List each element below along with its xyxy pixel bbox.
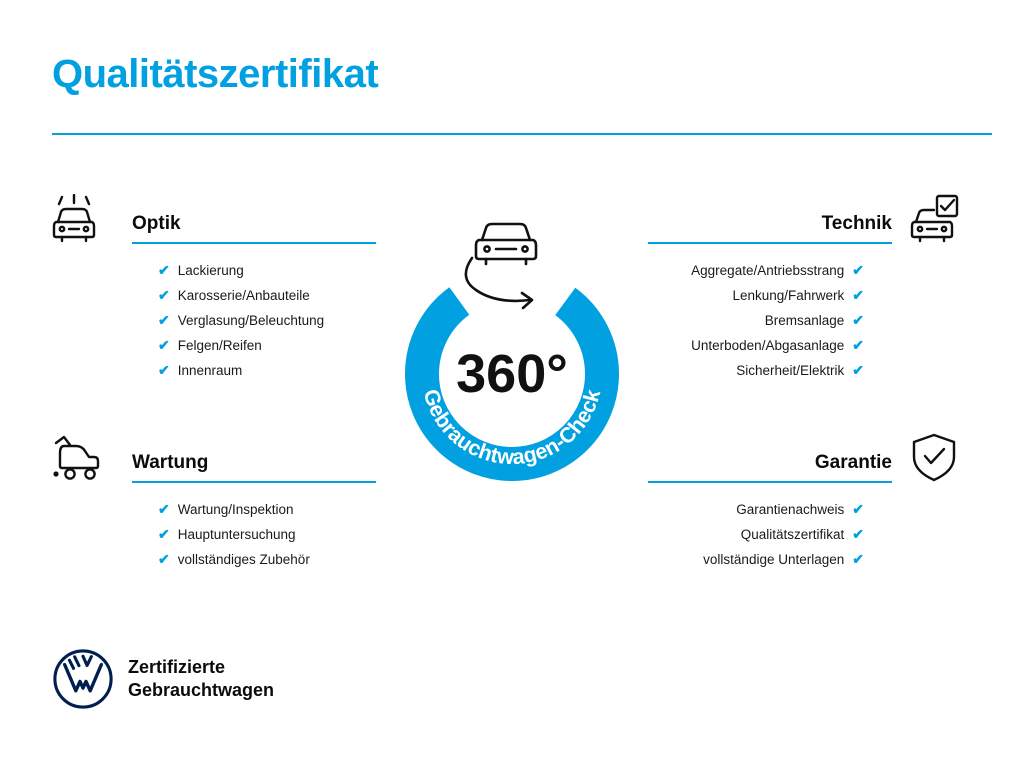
list-item (158, 333, 388, 358)
list-item (636, 358, 864, 383)
footer-line-2: Gebrauchtwagen (128, 680, 275, 700)
section-header (636, 200, 976, 244)
list-item (636, 283, 864, 308)
check-icon: ✔ (852, 262, 864, 278)
checklist-optik (48, 258, 388, 383)
list-item (158, 358, 388, 383)
section-title: Garantie (814, 452, 892, 473)
list-item (158, 497, 388, 522)
section-title: Optik (132, 213, 181, 234)
list-item-label: Garantienachweis (736, 502, 845, 517)
car-checklist-icon (906, 192, 976, 248)
list-item (636, 547, 864, 572)
check-icon: ✔ (852, 501, 864, 517)
section-header (48, 439, 388, 483)
check-icon: ✔ (158, 551, 170, 567)
list-item (158, 522, 388, 547)
list-item-label: Verglasung/Beleuchtung (177, 313, 325, 328)
360-check-badge (380, 196, 644, 492)
check-icon: ✔ (158, 337, 170, 353)
car-lift-icon (48, 431, 118, 487)
section-wartung (48, 439, 388, 572)
rotation-arrow (466, 258, 532, 308)
list-item (158, 547, 388, 572)
checklist-garantie (636, 497, 976, 572)
list-item-label: Qualitätszertifikat (740, 527, 845, 542)
list-item-label: vollständige Unterlagen (703, 552, 845, 567)
check-icon: ✔ (852, 287, 864, 303)
section-underline (132, 481, 376, 483)
title-divider (52, 133, 992, 135)
list-item (636, 333, 864, 358)
check-icon: ✔ (158, 526, 170, 542)
section-title: Wartung (132, 452, 209, 473)
section-underline (132, 242, 376, 244)
check-icon: ✔ (852, 337, 864, 353)
check-icon: ✔ (158, 362, 170, 378)
list-item-label: Lenkung/Fahrwerk (732, 288, 845, 303)
check-icon: ✔ (852, 312, 864, 328)
page-title: Qualitätszertifikat (52, 52, 379, 96)
right-column (636, 200, 976, 572)
list-item-label: Innenraum (177, 363, 243, 378)
section-underline (648, 481, 892, 483)
section-underline (648, 242, 892, 244)
check-icon: ✔ (158, 287, 170, 303)
check-icon: ✔ (852, 362, 864, 378)
list-item (158, 308, 388, 333)
check-icon: ✔ (852, 526, 864, 542)
list-item-label: Felgen/Reifen (177, 338, 262, 353)
list-item-label: Bremsanlage (764, 313, 845, 328)
list-item-label: Hauptuntersuchung (177, 527, 296, 542)
arc-label: Gebrauchtwagen-Check (418, 386, 606, 470)
list-item (158, 283, 388, 308)
list-item-label: Unterboden/Abgasanlage (691, 338, 845, 353)
left-column (48, 200, 388, 572)
section-header (48, 200, 388, 244)
list-item-label: Sicherheit/Elektrik (736, 363, 845, 378)
list-item (636, 258, 864, 283)
list-item (636, 497, 864, 522)
car-rotate-icon (476, 224, 536, 264)
shield-check-icon (906, 431, 976, 487)
checklist-technik (636, 258, 976, 383)
list-item (158, 258, 388, 283)
section-optik (48, 200, 388, 383)
list-item-label: Lackierung (177, 263, 244, 278)
footer-text (128, 656, 274, 702)
checklist-wartung (48, 497, 388, 572)
check-icon: ✔ (158, 312, 170, 328)
car-front-shine-icon (48, 192, 118, 248)
footer-line-1: Zertifizierte (128, 657, 226, 677)
section-header (636, 439, 976, 483)
section-garantie (636, 439, 976, 572)
list-item-label: vollständiges Zubehör (177, 552, 310, 567)
degrees-label: 360° (456, 344, 568, 404)
vw-logo (52, 648, 114, 710)
list-item-label: Karosserie/Anbauteile (177, 288, 310, 303)
check-icon: ✔ (852, 551, 864, 567)
list-item (636, 522, 864, 547)
list-item-label: Aggregate/Antriebsstrang (691, 263, 845, 278)
check-icon: ✔ (158, 262, 170, 278)
section-title: Technik (821, 213, 892, 234)
footer-brand (52, 648, 274, 710)
list-item-label: Wartung/Inspektion (177, 502, 294, 517)
section-technik (636, 200, 976, 383)
check-icon: ✔ (158, 501, 170, 517)
list-item (636, 308, 864, 333)
